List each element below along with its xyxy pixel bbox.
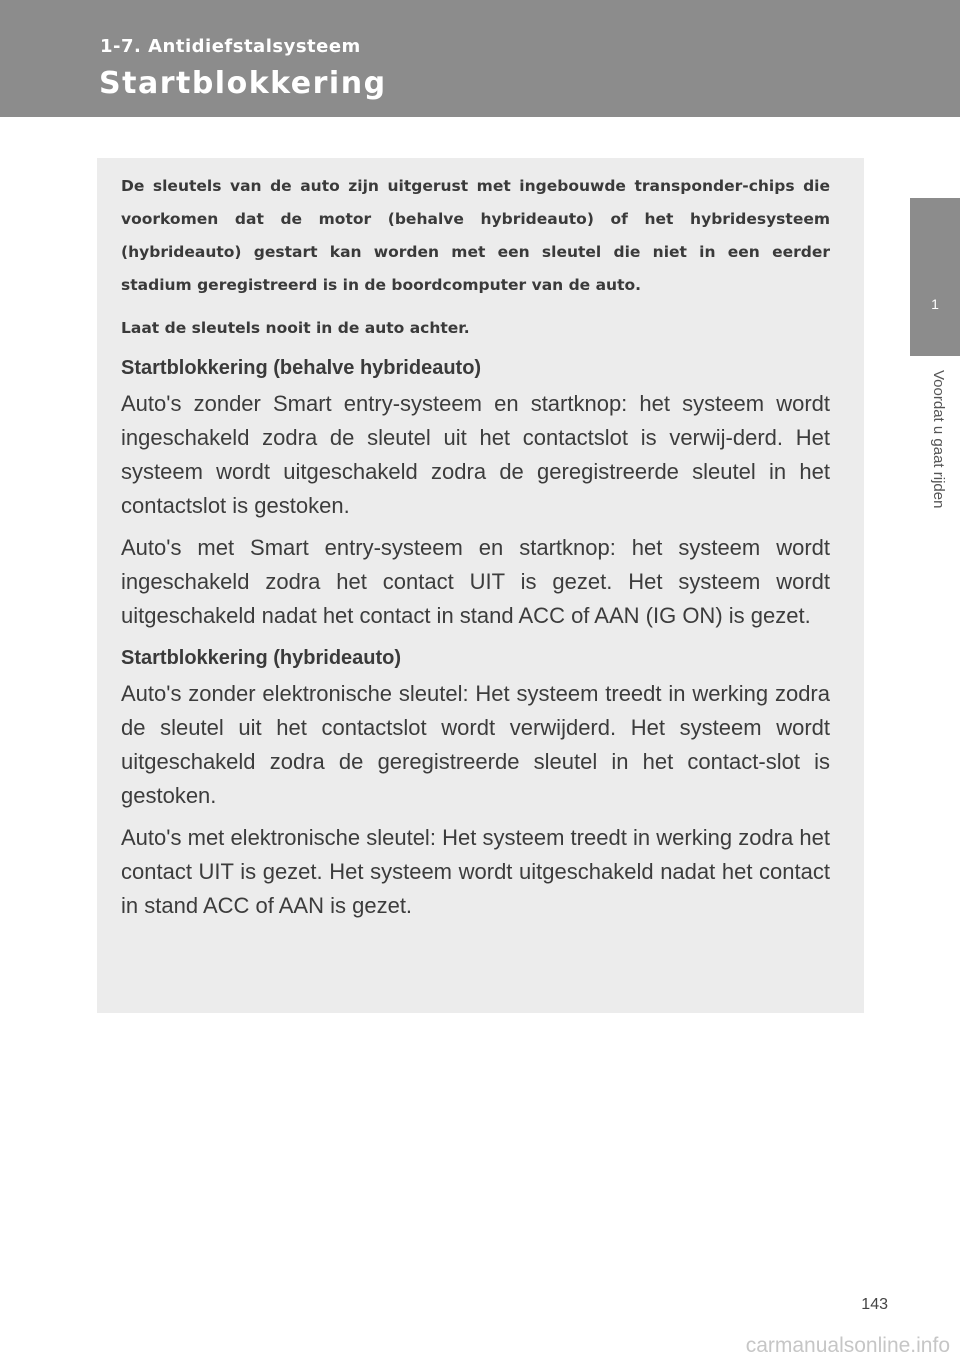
paragraph-without-smart-entry: Auto's zonder Smart entry-systeem en startknop: het systeem wordt ingeschakeld zodra de sleutel uit het contactslot is verwij-derd. Het systeem wordt uitgeschakeld zodra de geregistreerde sleutel in het contactslot is gestoken. — [121, 391, 830, 518]
page-number: 143 — [861, 1296, 888, 1313]
paragraph-with-smart-entry: Auto's met Smart entry-systeem en startknop: het systeem wordt ingeschakeld zodra het contact UIT is gezet. Het systeem wordt uitgeschakeld nadat het contact in stand ACC of AAN (IG ON) is gezet. — [121, 535, 830, 628]
section-label: 1-7. Antidiefstalsysteem — [100, 36, 361, 57]
chapter-tab-label: Voordat u gaat rijden — [930, 370, 947, 509]
page-title: Startblokkering — [99, 66, 387, 101]
chapter-tab-number: 1 — [931, 296, 939, 312]
paragraph-without-electronic-key: Auto's zonder elektronische sleutel: Het systeem treedt in werking zodra de sleutel uit het contactslot wordt verwijderd. Het systeem wordt uitgeschakeld zodra de geregistreerde sleutel in het contact-slot is gestoken. — [121, 681, 830, 808]
paragraph-with-electronic-key: Auto's met elektronische sleutel: Het systeem treedt in werking zodra het contact UIT is gezet. Het systeem wordt uitgeschakeld nadat het contact in stand ACC of AAN is gezet. — [121, 825, 830, 918]
intro-paragraph: De sleutels van de auto zijn uitgerust met ingebouwde transponder-chips die voorkomen dat de motor (behalve hybrideauto) of het hybridesysteem (hybrideauto) gestart kan worden met een sleutel die niet in een eerder stadium geregistreerd is in de boordcomputer van de auto. — [121, 177, 830, 294]
section-heading-hybrid: Startblokkering (hybrideauto) — [121, 647, 402, 669]
warning-note: Laat de sleutels nooit in de auto achter. — [121, 319, 470, 337]
section-heading-non-hybrid: Startblokkering (behalve hybrideauto) — [121, 357, 482, 379]
content-box — [97, 158, 864, 1013]
chapter-tab — [910, 198, 960, 356]
watermark: carmanualsonline.info — [745, 1334, 950, 1357]
